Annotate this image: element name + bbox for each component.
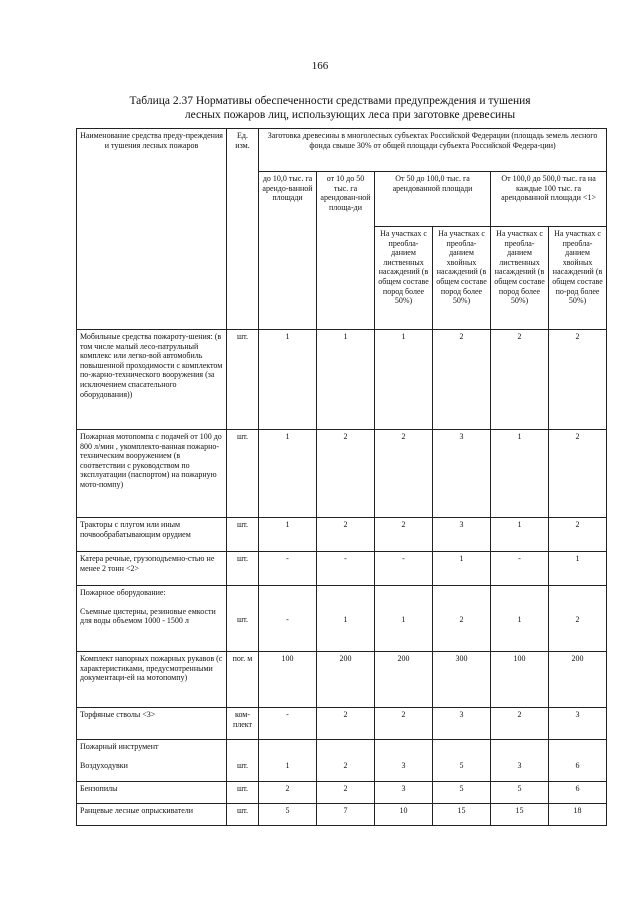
row-value: 1 — [317, 586, 375, 652]
header-leaf-coniferous: На участках с преобла-данием хвойных насаждений (в общем составе пород более 50%) — [433, 227, 491, 330]
row-unit: шт. — [227, 330, 259, 430]
row-unit: шт. — [227, 804, 259, 826]
row-unit: шт. — [227, 552, 259, 586]
row-value: 100 — [259, 652, 317, 708]
table-title-line2: лесных пожаров лиц, использующих леса при заготовке древесины — [184, 109, 516, 121]
row-name-heading: Пожарное оборудование: — [80, 588, 166, 597]
header-name-cell: Наименование средства преду-преждения и тушения лесных пожаров — [77, 129, 227, 330]
table-row — [77, 330, 607, 430]
row-value: 3 — [549, 708, 607, 740]
row-value: 2 — [317, 430, 375, 518]
table-row — [77, 518, 607, 552]
row-value: 1 — [259, 518, 317, 552]
row-unit: пог. м — [227, 652, 259, 708]
row-value: 300 — [433, 652, 491, 708]
row-value: 3 — [375, 782, 433, 804]
row-value: 1 — [491, 586, 549, 652]
row-name: Пожарная мотопомпа с подачей от 100 до 800 л/мин , укомплекто-ванная пожарно-техническим вооружением (в соответствии с руководством по эксплуатации (паспортом) на пожарную мото-помпу) — [77, 430, 227, 518]
row-value: 1 — [433, 552, 491, 586]
table-title — [80, 94, 580, 122]
row-name: Комплект напорных пожарных рукавов (с характеристиками, предусмотренными документаци-ей на мотопомпу) — [77, 652, 227, 708]
row-value: - — [259, 586, 317, 652]
row-value: 200 — [375, 652, 433, 708]
row-value: 2 — [549, 430, 607, 518]
row-unit: шт. — [227, 782, 259, 804]
header-leaf-deciduous-2: На участках с преобла-данием лиственных насаждений (в общем составе пород более 50%) — [491, 227, 549, 330]
row-value: 2 — [317, 740, 375, 782]
page-number: 166 — [311, 60, 329, 72]
table-row — [77, 586, 607, 652]
row-value: 3 — [375, 740, 433, 782]
row-name — [77, 740, 227, 782]
row-value: 2 — [433, 586, 491, 652]
row-value: 1 — [375, 586, 433, 652]
row-value: 2 — [375, 518, 433, 552]
row-value: - — [259, 552, 317, 586]
row-value: 3 — [433, 430, 491, 518]
row-value: 3 — [433, 518, 491, 552]
row-value: 200 — [549, 652, 607, 708]
table-row — [77, 740, 607, 782]
table-row — [77, 782, 607, 804]
row-value: 1 — [549, 552, 607, 586]
row-name: Бензопилы — [77, 782, 227, 804]
header-unit-cell: Ед. изм. — [227, 129, 259, 330]
row-value: 1 — [259, 740, 317, 782]
table-row — [77, 708, 607, 740]
row-value: 7 — [317, 804, 375, 826]
norms-table — [76, 128, 607, 826]
header-sub-2: от 10 до 50 тыс. га арендован-ной площа-ди — [317, 172, 375, 330]
row-value: 18 — [549, 804, 607, 826]
row-value: - — [259, 708, 317, 740]
header-sub-1: до 10,0 тыс. га арендо-ванной площади — [259, 172, 317, 330]
row-value: 2 — [317, 782, 375, 804]
row-name-sub: Съемные цистерны, резиновые емкости для воды объемом 1000 - 1500 л — [80, 606, 216, 626]
row-value: 2 — [433, 330, 491, 430]
row-value: 2 — [491, 708, 549, 740]
row-value: 100 — [491, 652, 549, 708]
table-row — [77, 652, 607, 708]
row-value: 2 — [549, 518, 607, 552]
row-value: 1 — [317, 330, 375, 430]
header-leaf-coniferous-2: На участках с преобла-данием хвойных насаждений (в общем составе по-род более 50%) — [549, 227, 607, 330]
header-group-cell: Заготовка древесины в многолесных субъектах Российской Федерации (площадь земель лесного фонда свыше 30% от общей площади субъекта Российской Федера-ции) — [259, 129, 607, 172]
row-value: 6 — [549, 740, 607, 782]
row-value: 1 — [259, 430, 317, 518]
row-value: 5 — [259, 804, 317, 826]
row-name-sub: Воздуходувки — [80, 760, 128, 770]
table-title-line1: Таблица 2.37 Нормативы обеспеченности средствами предупреждения и тушения — [129, 95, 531, 107]
row-name — [77, 586, 227, 652]
row-name: Ранцевые лесные опрыскиватели — [77, 804, 227, 826]
row-value: 5 — [433, 740, 491, 782]
header-sub-3: От 50 до 100,0 тыс. га арендованной площади — [375, 172, 491, 227]
row-unit: ком-плект — [227, 708, 259, 740]
row-name: Тракторы с плугом или иным почвообрабатывающим орудием — [77, 518, 227, 552]
header-leaf-deciduous: На участках с преобла-данием лиственных насаждений (в общем составе пород более 50%) — [375, 227, 433, 330]
row-value: 6 — [549, 782, 607, 804]
row-unit: шт. — [227, 430, 259, 518]
table-row — [77, 552, 607, 586]
row-value: 10 — [375, 804, 433, 826]
row-value: 2 — [491, 330, 549, 430]
table-row — [77, 804, 607, 826]
row-name-heading: Пожарный инструмент — [80, 742, 159, 751]
header-sub-4: От 100,0 до 500,0 тыс. га на каждые 100 тыс. га арендованной площади <1> — [491, 172, 607, 227]
row-name: Торфяные стволы <3> — [77, 708, 227, 740]
row-name: Катера речные, грузоподъемно-стью не менее 2 тонн <2> — [77, 552, 227, 586]
row-value: 5 — [433, 782, 491, 804]
row-value: 1 — [259, 330, 317, 430]
row-value: 200 — [317, 652, 375, 708]
table-row — [77, 430, 607, 518]
row-value: 15 — [433, 804, 491, 826]
row-value: 5 — [491, 782, 549, 804]
row-value: 1 — [491, 430, 549, 518]
row-name: Мобильные средства пожароту-шения: (в том числе малый лесо-патрульный комплекс или легко-вой автомобиль повышенной проходимости с комплектом по-жарно-технического вооружения (за исключением спасательного оборудования)) — [77, 330, 227, 430]
row-value: - — [491, 552, 549, 586]
row-value: 2 — [375, 430, 433, 518]
row-value: 3 — [433, 708, 491, 740]
row-value: 2 — [549, 330, 607, 430]
row-unit: шт. — [227, 586, 259, 652]
row-unit: шт. — [227, 518, 259, 552]
row-value: 2 — [259, 782, 317, 804]
header-row-1 — [77, 129, 607, 172]
row-value: 1 — [375, 330, 433, 430]
row-value: 15 — [491, 804, 549, 826]
row-value: 2 — [317, 708, 375, 740]
row-value: 2 — [549, 586, 607, 652]
row-value: - — [317, 552, 375, 586]
row-value: - — [375, 552, 433, 586]
row-value: 2 — [317, 518, 375, 552]
row-value: 1 — [491, 518, 549, 552]
row-value: 3 — [491, 740, 549, 782]
row-value: 2 — [375, 708, 433, 740]
row-unit: шт. — [227, 740, 259, 782]
